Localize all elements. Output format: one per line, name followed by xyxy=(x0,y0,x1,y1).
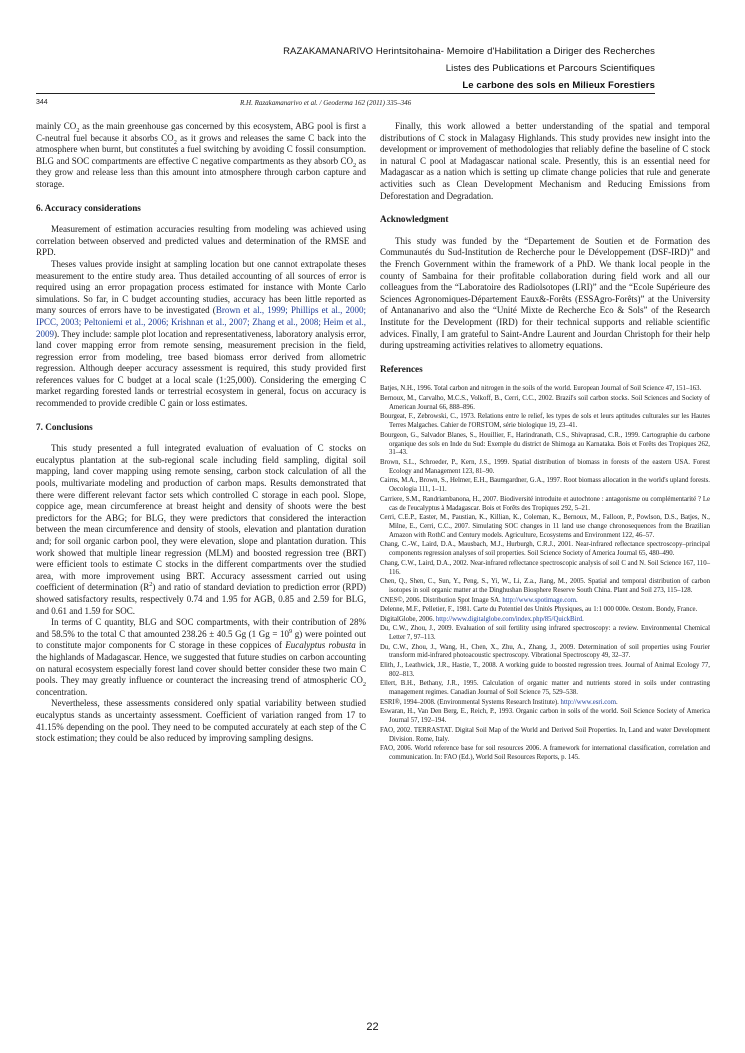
reference-item: FAO, 2006. World reference base for soil resources 2006. A framework for international classification, correlation and communication. In: FAO (Ed.), World Soil Resources Reports, p. 145. xyxy=(380,745,710,761)
reference-item: CNES©, 2006. Distribution Spot Image SA. http://www.spotimage.com. xyxy=(380,596,578,604)
reference-url-link[interactable]: http://www.digitalglobe.com/index.php/85/QuickBird xyxy=(435,615,583,623)
reference-url-link[interactable]: http://www.esri.com xyxy=(560,698,616,706)
section-6-paragraph-2: Theses values provide insight at sampling location but one cannot extrapolate theses measurement to the entire study area. Thus detailed accounting of all sources of error is required using an error propagation process estimated for instance with Monte Carlo simulations. So far, in C budget accounting studies, accuracy has been little reported as many sources of errors have to be investigated (Brown et al., 1999; Phillips et al., 2000; IPCC, 2003; Peltoniemi et al., 2006; Krishnan et al., 2007; Zhang et al., 2008; Heim et al., 2009). They include: sample plot location and representativeness, laboratory analysis error, land cover mapping error from remote sensing, measurement precision in the field, regression error from modeling, tree based biomass error derived from allometric regression. Although deeper accuracy assessment is required, this study provided first references values for C budget at a local scale (1:25,000). Considering the emerging C market regarding forested lands or terrestrial ecosystem in general, focus on accuracy is recommended to provide credible C gain or loss estimates. xyxy=(36,258,366,409)
reference-item: Ellert, B.H., Bethany, J.R., 1995. Calculation of organic matter and nutrients stored in soils under contrasting management regimes. Canadian Journal of Soil Science 75, 529–538. xyxy=(380,680,710,697)
reference-item: FAO, 2002. TERRASTAT. Digital Soil Map of the World and Derived Soil Properties. In, Land and water Development Division. Rome, Italy. xyxy=(380,726,710,743)
reference-url-link[interactable]: http://www.spotimage.com xyxy=(502,596,576,604)
reference-item: Delenne, M.F., Pelletier, F., 1981. Carte du Potentiel des Unités Physiques, au 1:1 000 000e. Orstom. Bondy, France. xyxy=(380,606,698,614)
references-heading: References xyxy=(380,363,423,374)
reference-item: Bourgeat, F., Zebrowski, C., 1973. Relations entre le relief, les types de sols et leurs aptitudes culturales sur les Hautes Terres Malgaches. Cahier de l'ORSTOM, série biologique 19, 23–41. xyxy=(380,413,710,430)
reference-item: Chen, Q., Shen, C., Sun, Y., Peng, S., Yi, W., Li, Z.a., Jiang, M., 2005. Spatial and temporal distribution of carbon isotopes in soil organic matter at the Dinghushan Biosphere Reserve South China. Plant and Soil 273, 115–128. xyxy=(380,578,710,595)
reference-list xyxy=(380,385,710,763)
reference-item: Chang, C.-W., Laird, D.A., Mausbach, M.J., Hurburgh, C.R.J., 2001. Near-infrared reflectance spectroscopy–principal components regression analyses of soil properties. Soil Science Society of America Journal 65, 480–490. xyxy=(380,541,710,558)
reference-item: Batjes, N.H., 1996. Total carbon and nitrogen in the soils of the world. European Journal of Soil Science 47, 151–163. xyxy=(380,385,702,393)
section-7-paragraph-2: In terms of C quantity, BLG and SOC compartments, with their contribution of 28% and 58.5% to the total C that amounted 238.26 ± 40.5 Gg (1 $Gg = 10^9$ g) were pointed out to constitute major components for C storage in these coppices of Eucalyptus robusta in the highlands of Madagascar. Hence, we suggested that future studies on carbon accounting on natural ecosystem especially forest land cover should better consider these two main C pools. They may greatly influence or counteract the increasing trend of atmospheric $CO_2$ concentration. xyxy=(36,617,367,697)
section-7-paragraph-3: Nevertheless, these assessments considered only spatial variability between studied eucalyptus stands as uncertainty assessment. Coefficient of variation ranged from 17 to 41.15% depending on the pool. They need to be computed accurately at each step of the C stock estimation; they could be also reduced by improving sampling designs. xyxy=(36,698,366,744)
reference-item: ESRI®, 1994–2008. (Environmental Systems Research Institute). http://www.esri.com. xyxy=(380,698,618,706)
article-page-number: 344 xyxy=(36,99,48,106)
right-column xyxy=(380,121,710,764)
running-header-title: RAZAKAMANARIVO Herintsitohaina- Memoire d'Habilitation a Diriger des Recherches xyxy=(283,46,655,57)
reference-item: Du, C.W., Zhou, J., Wang, H., Chen, X., Zhu, A., Zhang, J., 2009. Determination of soil properties using Fourier transform mid-infrared photoacoustic spectroscopy. Vibrational Spectroscopy 49, 32–37. xyxy=(380,643,710,660)
running-header-subtitle: Listes des Publications et Parcours Scientifiques xyxy=(445,63,655,74)
running-header-section: Le carbone des sols en Milieux Forestiers xyxy=(462,80,655,91)
reference-item: Elith, J., Leathwick, J.R., Hastie, T., 2008. A working guide to boosted regression trees. Journal of Animal Ecology 77, 802–813. xyxy=(380,661,710,678)
reference-item: Cerri, C.E.P., Easter, M., Paustian, K., Killian, K., Coleman, K., Bernoux, M., Falloon, P., Powlson, D.S., Batjes, N., Milne, E., Cerri, C.C., 2007. Simulating SOC changes in 11 land use change chronosequences from the Brazilian Amazon with RothC and Century models. Agriculture, Ecosystems and Environment 122, 46–57. xyxy=(380,514,710,539)
document-page-number: 22 xyxy=(366,1021,379,1033)
reference-item: DigitalGlobe, 2006. http://www.digitalglobe.com/index.php/85/QuickBird. xyxy=(380,615,584,623)
left-column xyxy=(36,121,366,745)
reference-item: Chang, C.W., Laird, D.A., 2002. Near-infrared reflectance spectroscopic analysis of soil C and N. Soil Science 167, 110–116. xyxy=(380,559,710,576)
reference-item: Cairns, M.A., Brown, S., Helmer, E.H., Baumgardner, G.A., 1997. Root biomass allocation in the world's upland forests. Oecologia 111, 1–11. xyxy=(380,477,710,494)
reference-item: Du, C.W., Zhou, J., 2009. Evaluation of soil fertility using infrared spectroscopy: a review. Environmental Chemical Letter 7, 97–113. xyxy=(380,625,710,642)
section-6-heading: 6. Accuracy considerations xyxy=(36,202,141,213)
reference-item: Brown, S.L., Schroeder, P., Kern, J.S., 1999. Spatial distribution of biomass in forests of the eastern USA. Forest Ecology and Management 123, 81–90. xyxy=(380,458,710,475)
intro-paragraph: mainly $CO_2$ as the main greenhouse gas concerned by this ecosystem, ABG pool is first a C-neutral fuel because it absorbs $CO_2$ as it grows and releases the same C back into the atmosphere when burnt, but constitutes a fuel switching by avoiding C fossil consumption. BLG and SOC compartments are effective C negative compartments as they absorb $CO_2$ as they grow and release less than this amount into atmosphere through carbon capture and storage. xyxy=(36,121,367,189)
header-divider xyxy=(36,93,655,94)
journal-citation-line: R.H. Razakamanarivo et al. / Geoderma 162 (2011) 335–346 xyxy=(240,99,412,107)
acknowledgment-heading: Acknowledgment xyxy=(380,214,449,225)
reference-item: Bourgeon, G., Salvador Blanes, S., Houillier, F., Harindranath, C.S., Shivaprasad, C.R., 1999. Cartographie du carbone organique des sols en Inde du Sud: Exemple du district de Shimoga au Karnataka. Bois et Forêts des Tropiques 262, 31–43. xyxy=(380,431,710,457)
reference-item: Eswaran, H., Van Den Berg, E., Reich, P., 1993. Organic carbon in soils of the world. Soil Science Society of America Journal 57, 192–194. xyxy=(380,708,710,725)
final-paragraph: Finally, this work allowed a better understanding of the spatial and temporal distributions of C stock in Malagasy Highlands. This study provides new insight into the development or improvement of methodologies that reliably define the baseline of C stock in natural C pool at Madagascar national scale. Presently, this is an essential need for Madagascar as a nation which is setting up climate change policies that rule and generate activities such as Clean Development Mechanism and Reducing Emissions from Deforestation and Degradation. xyxy=(380,121,710,201)
reference-item: Bernoux, M., Carvalho, M.C.S., Volkoff, B., Cerri, C.C., 2002. Brazil's soil carbon stocks. Soil Sciences and Society of American Journal 66, 888–896. xyxy=(380,394,710,411)
section-7-paragraph-1: This study presented a full integrated evaluation of evaluation of C stocks on eucalyptus plantation at the sub-regional scale including field sampling, digital soil mapping, land cover mapping using remote sensing, carbon stock calculation of all the pools, multivariate modeling and production of carbon maps. Results demonstrated that there were different relevant factor sets which controlled C storage in each pool. Slope, coppice age, mean circumference at breast height and density of shoots were the best predictors for the ABG; for BLG, they were predictors that considered the interaction between the mean circumference and density of stools, elevation and plantation duration and; for soil organic carbon pool, they were elevation, slope and plantation duration. This work showed that multiple linear regression (MLM) and boosted regression tree (BRT) were efficient tools to estimate C stocks in the different compartments over the studied area, with more improvement using BRT. Accuracy assessment carried out using coefficient of determination $(R^2)$ and ratio of standard deviation to prediction error (RPD) showed satisfactory results, respectively 0.74 and 1.95 for AGB, 0.85 and 2.59 for BLG, and 0.61 and 1.59 for SOC. xyxy=(36,443,367,616)
section-6-paragraph-1: Measurement of estimation accuracies resulting from modeling was achieved using correlation between observed and predicted values and determination of the RMSE and RPD. xyxy=(36,224,366,258)
reference-item: Carriere, S.M., Randriambanona, H., 2007. Biodiversité introduite et autochtone : antagonisme ou complémentarité ? Le cas de l'eucalyptus à Madagascar. Bois et Forêts des Tropiques 292, 5–21. xyxy=(380,495,710,512)
citation-link[interactable]: Brown et al., 1999; Phillips et al., 2000; IPCC, 2003; Peltoniemi et al., 2006; Krishnan et al., 2007; Zhang et al., 2008; Heim et al., 2009 xyxy=(36,305,366,339)
section-7-heading: 7. Conclusions xyxy=(36,421,93,432)
acknowledgment-paragraph: This study was funded by the “Departement de Soutien et de Formation des Communautés du Sud-Institution de Recherche pour le Développement (DSF-IRD)” and the French Government within the framework of a PhD. We thank local people in the county of Sambaina for their profitable collaboration during field work and all our colleagues from the “Laboratoire des Radiolsotopes (LRI)” and the “Ecole Supérieure des Sciences Agronomiques-Département Eaux&-Forêts (ESSAgro-Forêts)” at the University of Antananarivo and also the “Unité Mixte de Recherche Eco & Sols” of the Research Institute for the Development (IRD) for their technical supports and reliable scientific advices. Finally, I am grateful to Saint-Andre Laurent and Jourdan Christoph for their help during upstreaming activities relatives to allometry equations. xyxy=(380,235,710,351)
